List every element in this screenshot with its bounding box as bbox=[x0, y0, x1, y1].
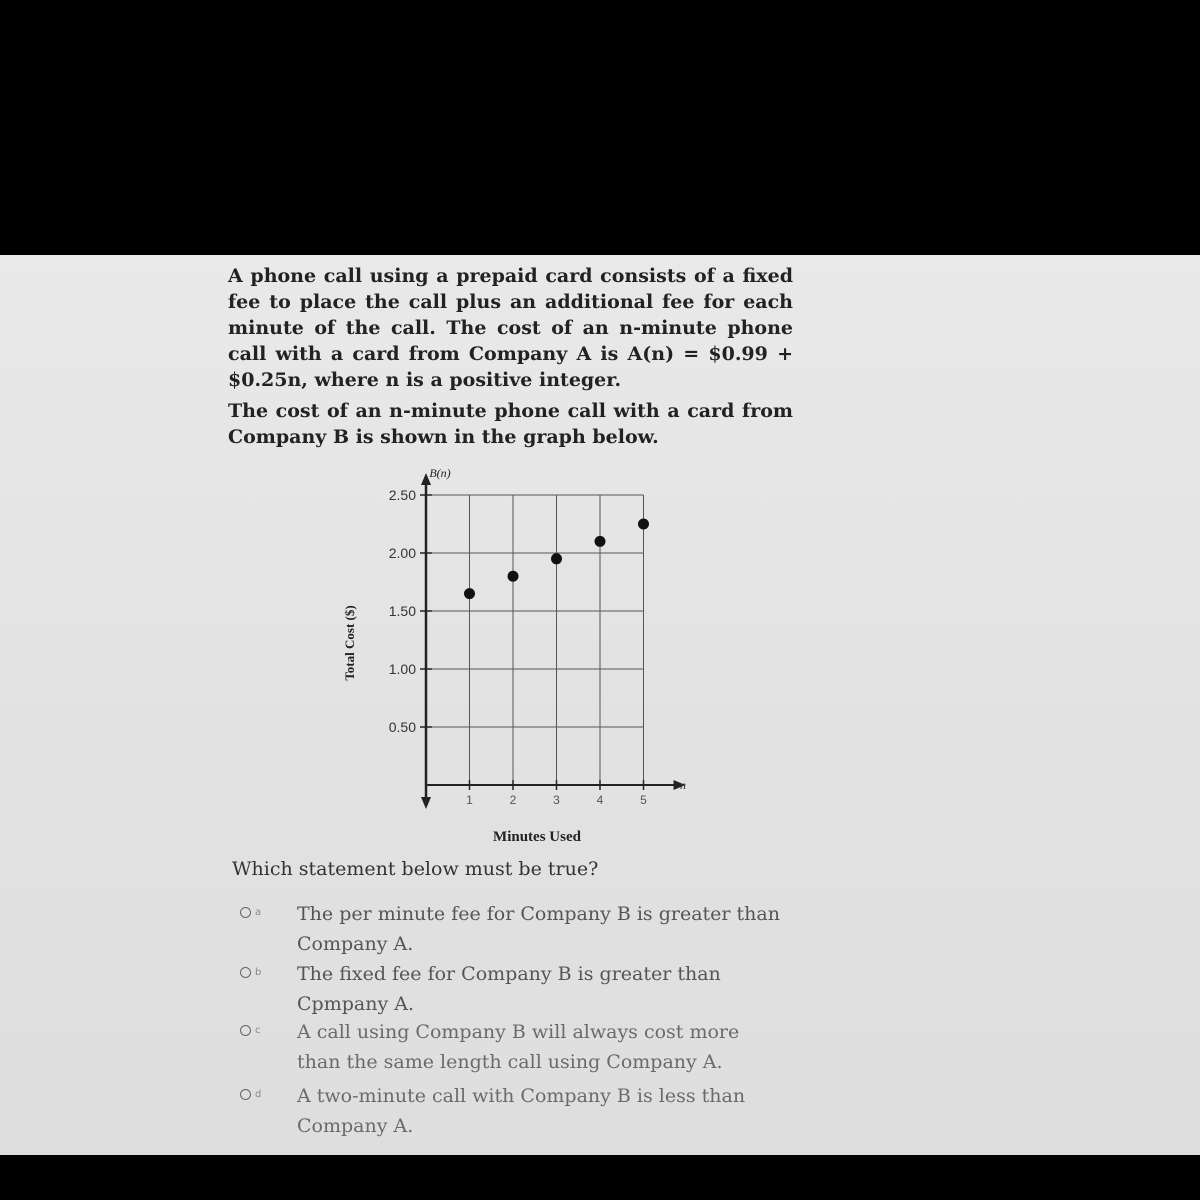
data-point bbox=[464, 588, 475, 599]
cost-graph bbox=[330, 463, 690, 853]
radio-button-c[interactable] bbox=[240, 1023, 261, 1038]
option-a-text: The per minute fee for Company B is greater than Company A. bbox=[297, 903, 780, 955]
question-page bbox=[0, 255, 1200, 1155]
radio-button-d[interactable] bbox=[240, 1087, 261, 1102]
chart-grid bbox=[426, 495, 644, 785]
y-axis-arrow-down-icon bbox=[421, 797, 431, 809]
x-tick-label: 2 bbox=[509, 793, 517, 807]
y-tick-label: 2.50 bbox=[388, 487, 416, 503]
option-letter: c bbox=[255, 1025, 261, 1036]
y-tick-label: 1.50 bbox=[388, 603, 416, 619]
option-letter: b bbox=[255, 967, 262, 978]
question-text: Which statement below must be true? bbox=[232, 858, 599, 880]
x-tick-label: 3 bbox=[553, 793, 560, 807]
radio-button-a[interactable] bbox=[240, 905, 261, 920]
x-tick-label: 1 bbox=[466, 793, 473, 807]
x-axis-label: Minutes Used bbox=[493, 829, 581, 845]
option-d-text: A two-minute call with Company B is less than Company A. bbox=[297, 1085, 746, 1137]
chart-title: B(n) bbox=[429, 466, 451, 480]
data-point bbox=[551, 553, 562, 564]
y-tick-label: 1.00 bbox=[388, 661, 416, 677]
y-axis-label: Total Cost ($) bbox=[342, 605, 357, 681]
chart-ticks bbox=[389, 487, 647, 807]
option-letter: d bbox=[255, 1089, 262, 1100]
y-tick-label: 2.00 bbox=[388, 545, 416, 561]
x-tick-label: 4 bbox=[596, 793, 604, 807]
x-tick-label: 5 bbox=[640, 793, 647, 807]
problem-paragraph-2: The cost of an n-minute phone call with a card from Company B is shown in the graph below. bbox=[228, 400, 793, 448]
radio-circle-icon bbox=[240, 907, 251, 918]
data-point bbox=[595, 536, 606, 547]
radio-circle-icon bbox=[240, 967, 251, 978]
radio-button-b[interactable] bbox=[240, 965, 261, 980]
data-point bbox=[638, 519, 649, 530]
radio-circle-icon bbox=[240, 1025, 251, 1036]
y-tick-label: 0.50 bbox=[388, 719, 416, 735]
option-b-text: The fixed fee for Company B is greater than Cpmpany A. bbox=[297, 963, 721, 1015]
option-c-text: A call using Company B will always cost more than the same length call using Company A. bbox=[297, 1021, 740, 1073]
problem-paragraph-1: A phone call using a prepaid card consists of a fixed fee to place the call plus an additional fee for each minute of the call. The cost of an n-minute phone call with a card from Company A is A(n) = $0.99 + $0.25n, where n is a positive integer. bbox=[228, 265, 793, 391]
data-point bbox=[508, 571, 519, 582]
radio-circle-icon bbox=[240, 1089, 251, 1100]
option-letter: a bbox=[255, 907, 262, 918]
x-axis-symbol: n bbox=[680, 778, 686, 792]
